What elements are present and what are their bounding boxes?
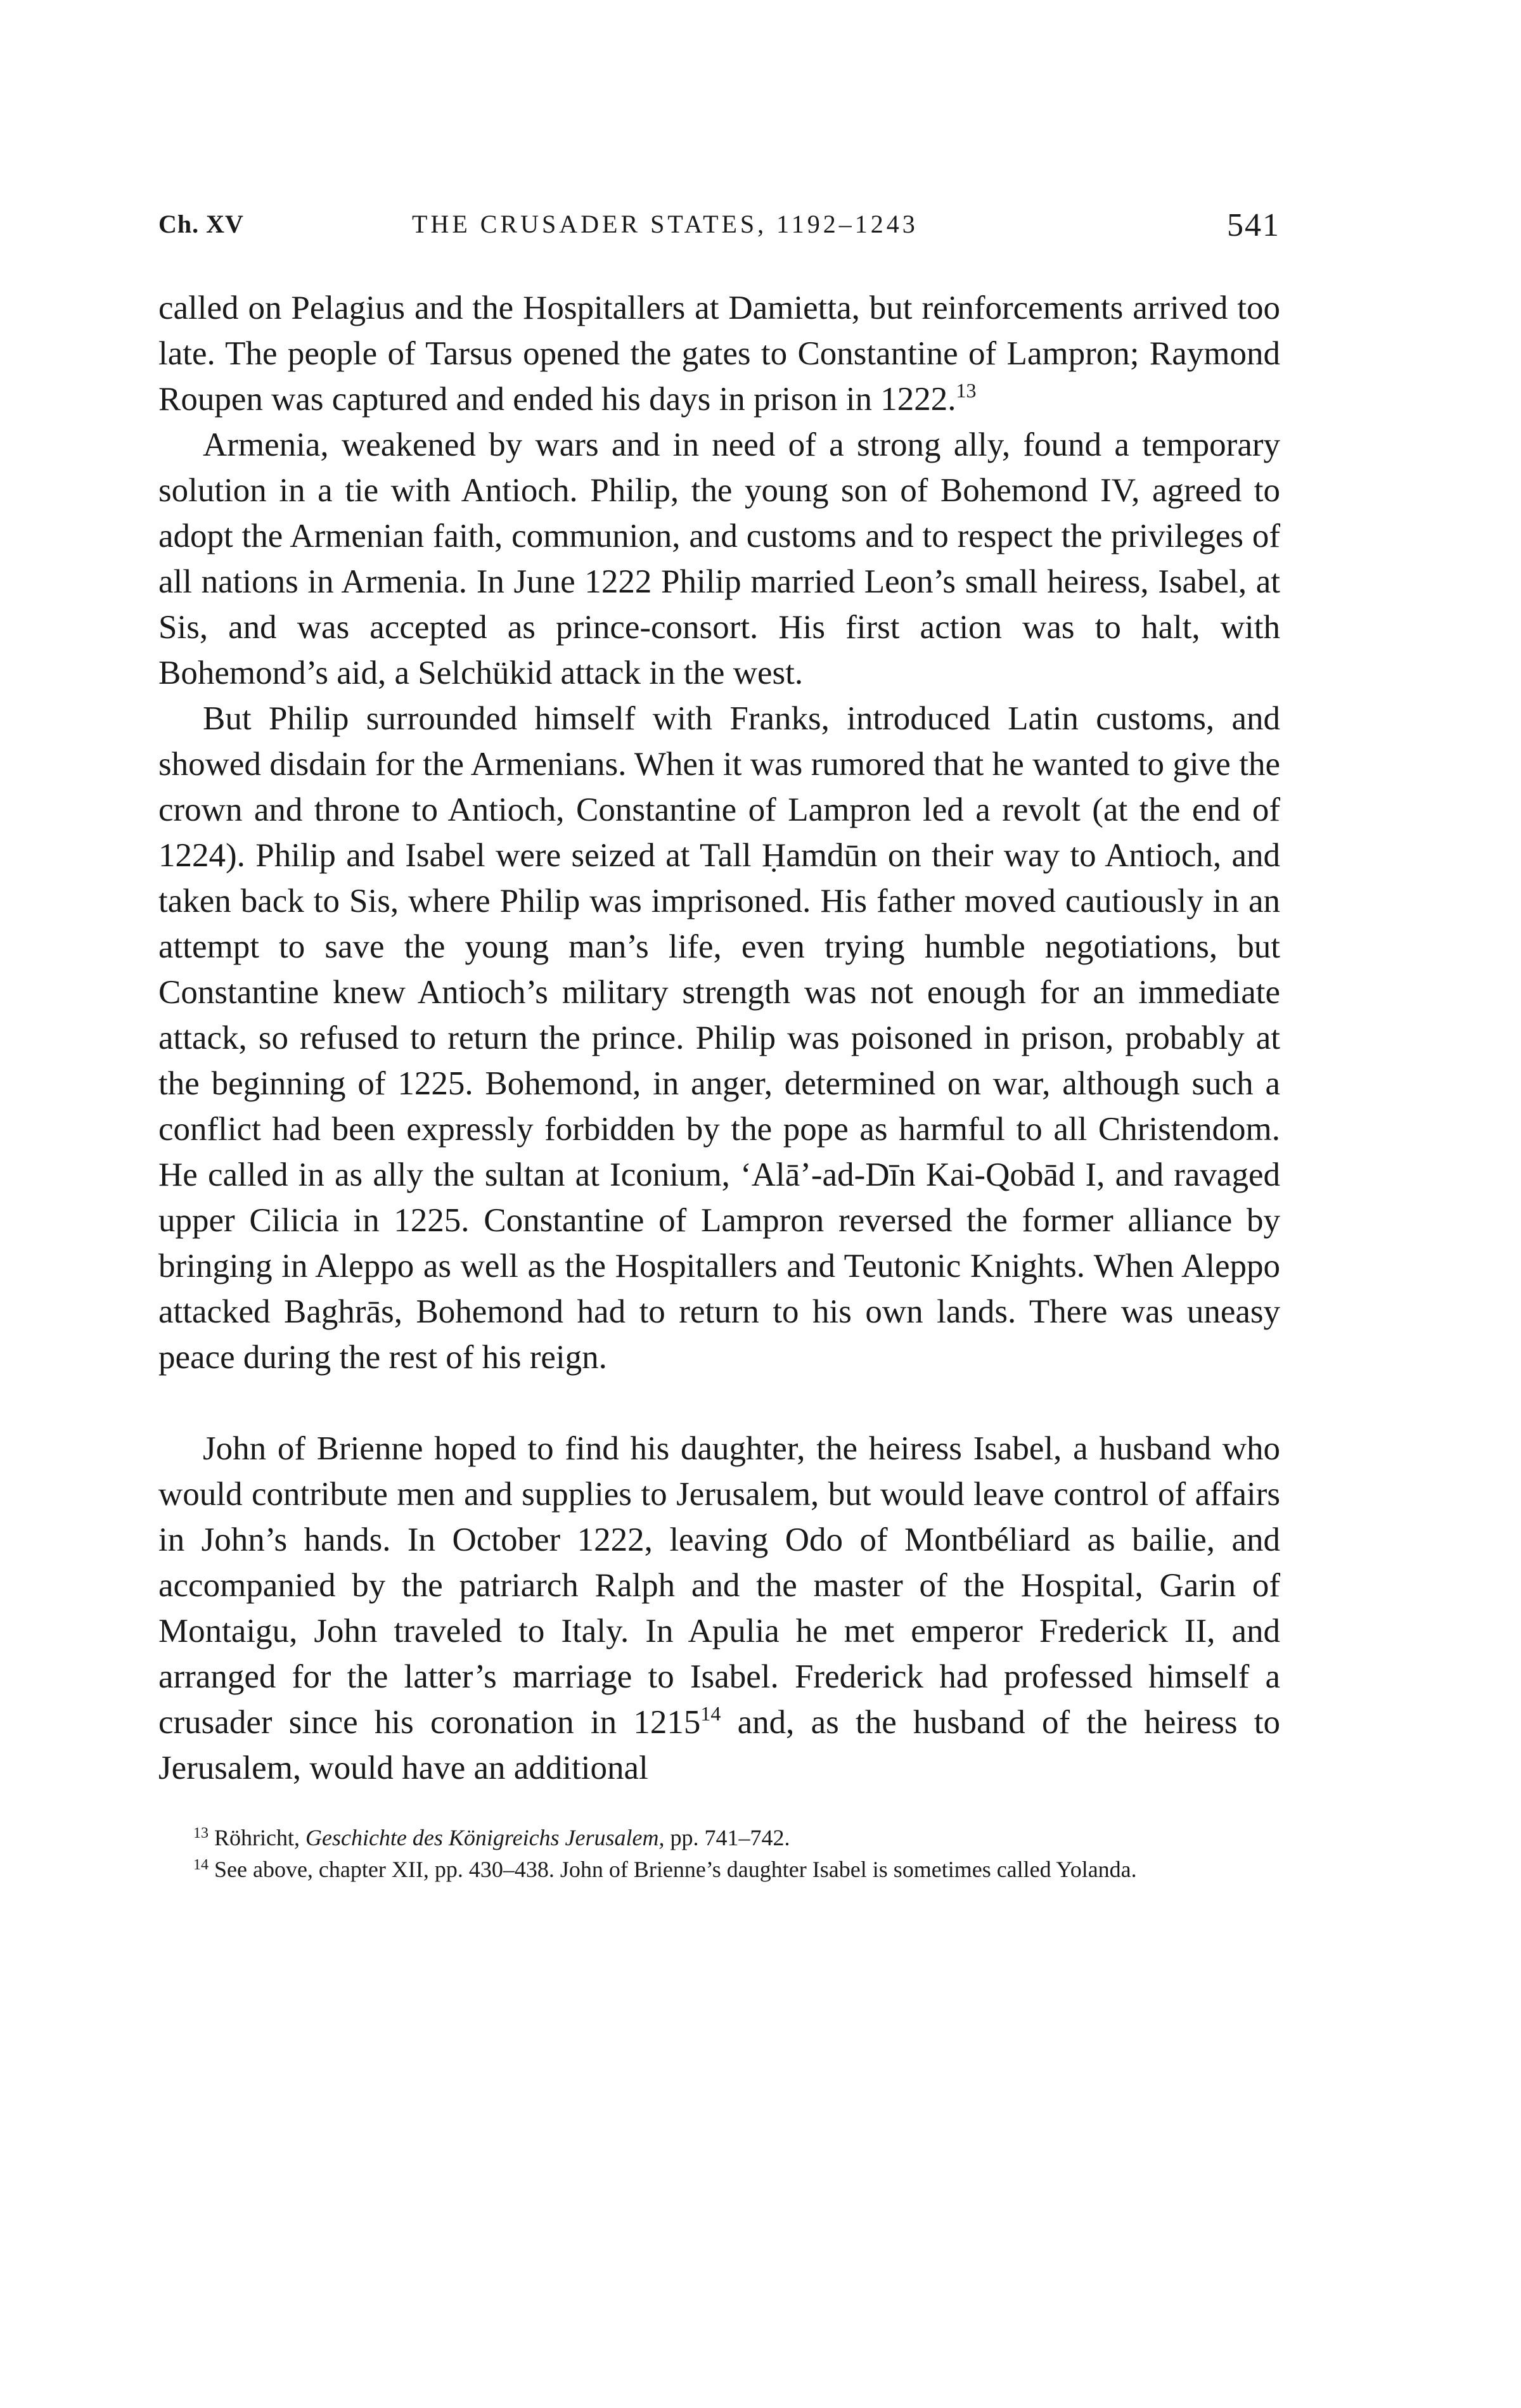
footnote-number: 14 xyxy=(193,1857,209,1873)
footnote-13 xyxy=(158,1824,1280,1852)
footnote-work-title: Geschichte des Königreichs Jerusalem, xyxy=(305,1825,665,1850)
footnote-author: Röhricht, xyxy=(214,1825,300,1850)
body-text xyxy=(158,285,1280,1791)
section-break xyxy=(158,1380,1280,1426)
running-title: THE CRUSADER STATES, 1192–1243 xyxy=(412,210,918,238)
footnote-ref-14: 14 xyxy=(700,1702,721,1725)
footnote-pages: pp. 741–742. xyxy=(670,1825,790,1850)
paragraph-text: called on Pelagius and the Hospitallers at Damietta, but reinforcements arrived too late. The people of Tarsus opened the gates to Constantine of Lampron; Raymond Roupen was captured and ended his days in prison in 1222. xyxy=(158,290,1280,418)
footnotes xyxy=(158,1824,1280,1883)
running-head xyxy=(158,209,1280,247)
paragraph-text-continued: and, as the husband of the heiress to Jerusalem, would have an additional xyxy=(158,1704,1280,1786)
paragraph-continued xyxy=(158,285,1280,422)
paragraph-text: John of Brienne hoped to find his daughter, the heiress Isabel, a husband who would contribute men and supplies to Jerusalem, but would leave control of affairs in John’s hands. In October 1222, leaving Odo of Montbéliard as bailie, and accompanied by the patriarch Ralph and the master of the Hospital, Garin of Montaigu, John traveled to Italy. In Apulia he met emperor Frederick II, and arranged for the latter’s marriage to Isabel. Frederick had professed himself a crusader since his coronation in 1215 xyxy=(158,1430,1280,1741)
book-page xyxy=(158,209,1280,1887)
paragraph-armenia xyxy=(158,422,1280,696)
footnote-14 xyxy=(158,1855,1280,1883)
footnote-text: See above, chapter XII, pp. 430–438. John of Brienne’s daughter Isabel is sometimes called Yolanda. xyxy=(214,1857,1137,1882)
paragraph-text: Armenia, weakened by wars and in need of a strong ally, found a temporary solution in a tie with Antioch. Philip, the young son of Bohemond IV, agreed to adopt the Armenian faith, communion, and customs and to respect the privileges of all nations in Armenia. In June 1222 Philip married Leon’s small heiress, Isabel, at Sis, and was accepted as prince-consort. His first action was to halt, with Bohemond’s aid, a Selchükid attack in the west. xyxy=(158,426,1280,691)
footnote-number: 13 xyxy=(193,1825,209,1841)
paragraph-philip xyxy=(158,696,1280,1380)
chapter-label: Ch. XV xyxy=(158,210,244,238)
footnote-ref-13: 13 xyxy=(956,379,977,402)
paragraph-text: But Philip surrounded himself with Franks, introduced Latin customs, and showed disdain for the Armenians. When it was rumored that he wanted to give the crown and throne to Antioch, Constantine of Lampron led a revolt (at the end of 1224). Philip and Isabel were seized at Tall Ḥamdūn on their way to Antioch, and taken back to Sis, where Philip was imprisoned. His father moved cautiously in an attempt to save the young man’s life, even trying humble negotiations, but Constantine knew Antioch’s military strength was not enough for an immediate attack, so refused to return the prince. Philip was poisoned in prison, probably at the beginning of 1225. Bohemond, in anger, determined on war, although such a conflict had been expressly forbidden by the pope as harmful to all Christendom. He called in as ally the sultan at Iconium, ‘Alā’-ad-Dīn Kai-Qobād I, and ravaged upper Cilicia in 1225. Constantine of Lampron reversed the former alliance by bringing in Aleppo as well as the Hospitallers and Teutonic Knights. When Aleppo attacked Baghrās, Bohemond had to return to his own lands. There was uneasy peace during the rest of his reign. xyxy=(158,700,1280,1376)
page-number: 541 xyxy=(1227,207,1280,243)
paragraph-john-of-brienne xyxy=(158,1426,1280,1791)
